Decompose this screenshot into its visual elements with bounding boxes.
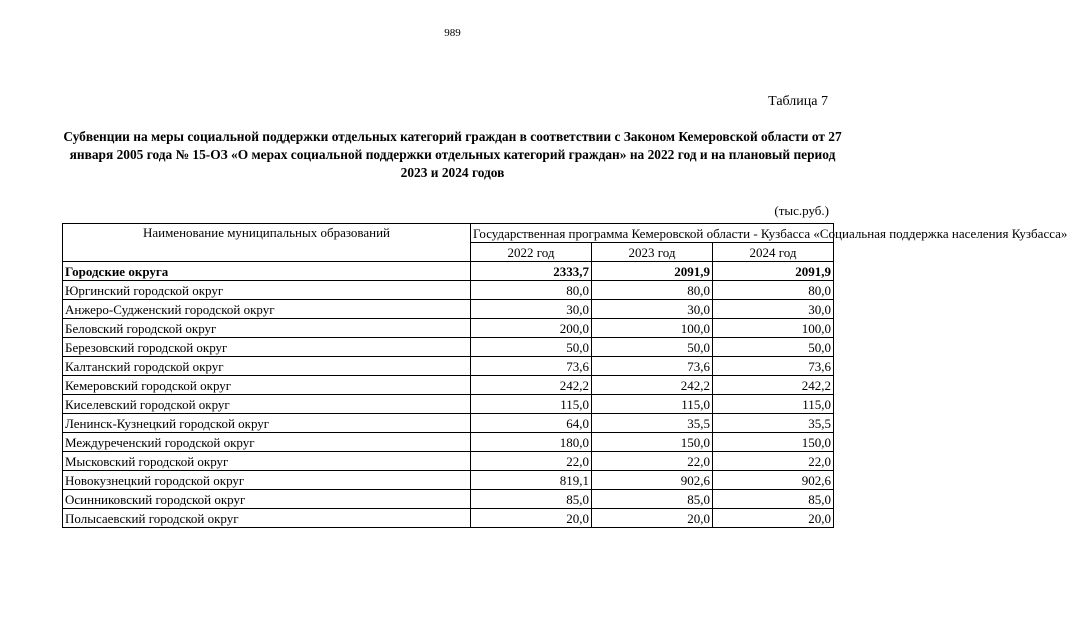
row-value-2024: 100,0 — [713, 319, 834, 338]
row-name: Калтанский городской округ — [63, 357, 471, 376]
total-name: Городские округа — [63, 262, 471, 281]
table-row — [63, 300, 834, 319]
row-value-2023: 50,0 — [592, 338, 713, 357]
row-value-2023: 22,0 — [592, 452, 713, 471]
table-row — [63, 319, 834, 338]
row-value-2022: 180,0 — [471, 433, 592, 452]
row-value-2024: 20,0 — [713, 509, 834, 528]
row-value-2023: 73,6 — [592, 357, 713, 376]
header-year-2023: 2023 год — [592, 243, 713, 262]
table-row — [63, 357, 834, 376]
unit-label: (тыс.руб.) — [774, 203, 829, 218]
row-value-2022: 64,0 — [471, 414, 592, 433]
row-name: Мысковский городской округ — [63, 452, 471, 471]
row-value-2024: 80,0 — [713, 281, 834, 300]
header-year-2024: 2024 год — [713, 243, 834, 262]
row-value-2023: 35,5 — [592, 414, 713, 433]
row-name: Березовский городской округ — [63, 338, 471, 357]
row-value-2022: 819,1 — [471, 471, 592, 490]
total-2024: 2091,9 — [713, 262, 834, 281]
row-value-2023: 80,0 — [592, 281, 713, 300]
table-row — [63, 471, 834, 490]
total-row — [63, 262, 834, 281]
row-value-2022: 20,0 — [471, 509, 592, 528]
row-value-2023: 902,6 — [592, 471, 713, 490]
row-value-2022: 30,0 — [471, 300, 592, 319]
total-2023: 2091,9 — [592, 262, 713, 281]
row-value-2024: 35,5 — [713, 414, 834, 433]
row-value-2023: 242,2 — [592, 376, 713, 395]
table-row — [63, 281, 834, 300]
page-number: 989 — [444, 27, 461, 39]
table-row — [63, 452, 834, 471]
row-name: Беловский городской округ — [63, 319, 471, 338]
total-2022: 2333,7 — [471, 262, 592, 281]
row-value-2022: 85,0 — [471, 490, 592, 509]
table-row — [63, 414, 834, 433]
header-year-2022: 2022 год — [471, 243, 592, 262]
row-name: Анжеро-Судженский городской округ — [63, 300, 471, 319]
row-value-2024: 115,0 — [713, 395, 834, 414]
row-value-2022: 73,6 — [471, 357, 592, 376]
row-name: Ленинск-Кузнецкий городской округ — [63, 414, 471, 433]
row-value-2024: 242,2 — [713, 376, 834, 395]
row-value-2023: 85,0 — [592, 490, 713, 509]
row-value-2023: 115,0 — [592, 395, 713, 414]
row-name: Кемеровский городской округ — [63, 376, 471, 395]
row-name: Юргинский городской округ — [63, 281, 471, 300]
row-value-2022: 50,0 — [471, 338, 592, 357]
row-value-2022: 200,0 — [471, 319, 592, 338]
row-value-2022: 22,0 — [471, 452, 592, 471]
row-value-2024: 30,0 — [713, 300, 834, 319]
table-row — [63, 490, 834, 509]
document-title: Субвенции на меры социальной поддержки отдельных категорий граждан в соответствии с Законом Кемеровской области от 27 января 2005 года № 15-ОЗ «О мерах социальной поддержки отдельных категорий граждан» на 2022 год и на плановый период 2023 и 2024 годов — [63, 129, 842, 180]
table-row — [63, 376, 834, 395]
row-name: Новокузнецкий городской округ — [63, 471, 471, 490]
row-value-2022: 80,0 — [471, 281, 592, 300]
header-municipality: Наименование муниципальных образований — [63, 224, 471, 262]
row-value-2024: 85,0 — [713, 490, 834, 509]
row-value-2023: 150,0 — [592, 433, 713, 452]
row-value-2024: 50,0 — [713, 338, 834, 357]
row-value-2024: 150,0 — [713, 433, 834, 452]
subventions-table — [62, 223, 1067, 528]
row-name: Междуреченский городской округ — [63, 433, 471, 452]
row-value-2024: 73,6 — [713, 357, 834, 376]
row-name: Осинниковский городской округ — [63, 490, 471, 509]
header-program: Государственная программа Кемеровской области - Кузбасса «Социальная поддержка населения Кузбасса» — [471, 224, 834, 243]
row-name: Киселевский городской округ — [63, 395, 471, 414]
row-value-2022: 242,2 — [471, 376, 592, 395]
row-value-2023: 100,0 — [592, 319, 713, 338]
row-value-2024: 22,0 — [713, 452, 834, 471]
row-value-2023: 30,0 — [592, 300, 713, 319]
row-name: Полысаевский городской округ — [63, 509, 471, 528]
table-row — [63, 433, 834, 452]
table-row — [63, 509, 834, 528]
row-value-2022: 115,0 — [471, 395, 592, 414]
table-row — [63, 395, 834, 414]
row-value-2024: 902,6 — [713, 471, 834, 490]
table-row — [63, 338, 834, 357]
row-value-2023: 20,0 — [592, 509, 713, 528]
table-label: Таблица 7 — [768, 94, 828, 109]
